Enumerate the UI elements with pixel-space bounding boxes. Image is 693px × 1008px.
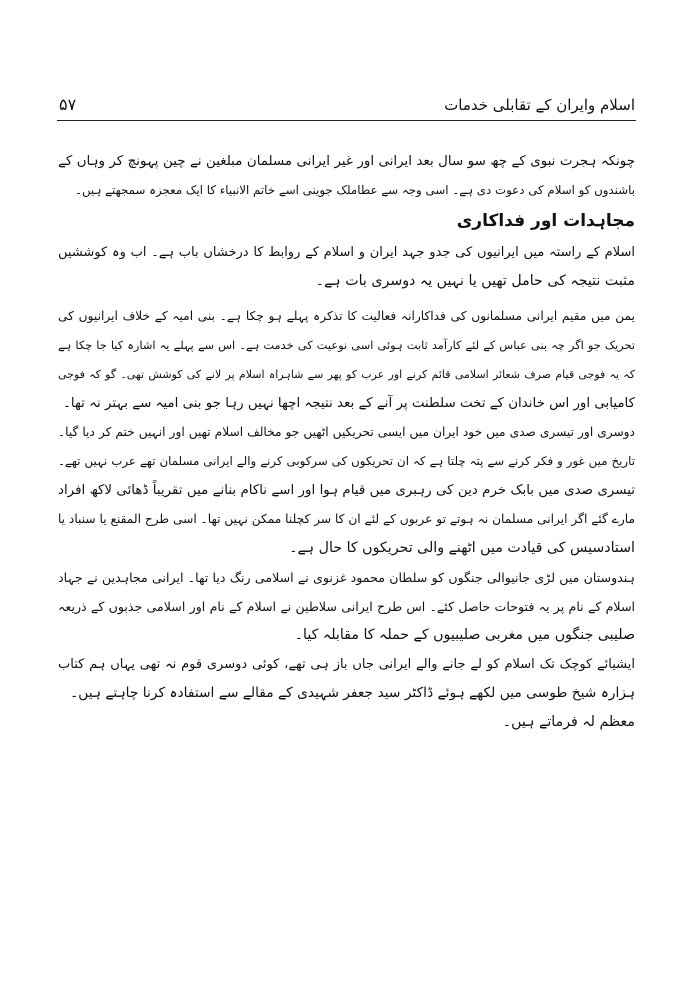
body-text (58, 147, 635, 737)
paragraph-china-preachers (58, 147, 635, 205)
text-line: مارے گئے اگر ایرانی مسلمان نہ ہوتے تو عربوں کے لئے ان کا سر کچلنا ممکن نہیں تھا۔ اسی طرح المقنع یا سنباد یا (58, 512, 635, 526)
paragraph-anti-islam-movements (58, 418, 635, 476)
text-line: تحریک جو اگر چہ بنی عباس کے لئے کارآمد ثابت ہوئی اسی نوعیت کی خدمت ہے۔ اس سے پہلے یہ اشارہ کیا جا چکا ہے (58, 338, 635, 352)
text-line: باشندوں کو اسلام کی دعوت دی ہے۔ اسی وجہ سے عطاملک جوینی اسے خاتم الانبیاء کا ایک معجزہ سمجھتے ہیں۔ (75, 183, 635, 197)
text-line: اسلام کے نام پر یہ فتوحات حاصل کئے۔ اس طرح ایرانی سلاطین نے اسلام کے نام اور اسلامی جذبوں کے ذریعہ (58, 599, 635, 614)
running-header-title: اسلام وایران کے تقابلی خدمات (444, 96, 635, 114)
page-number: ۵۷ (59, 95, 77, 114)
text-line: دوسری اور تیسری صدی میں خود ایران میں ایسی تحریکیں اٹھیں جو مخالف اسلام تھیں اور انہیں ختم کر دیا گیا۔ (58, 425, 635, 439)
section-heading: مجاہدات اور فداکاری (456, 211, 635, 231)
text-line: صلیبی جنگوں میں مغربی صلیبیوں کے حملہ کا مقابلہ کیا۔ (294, 627, 635, 643)
text-line: استادسیس کی قیادت میں اٹھنے والی تحریکوں کا حال ہے۔ (289, 540, 635, 556)
paragraph-babak (58, 476, 635, 563)
text-line: معظم لہ فرماتے ہیں۔ (502, 714, 635, 730)
text-line: ایشیائے کوچک تک اسلام کو لے جانے والے ایرانی جاں باز ہی تھے، کوئی دوسری قوم نہ تھی یہاں ہم کتاب (58, 657, 635, 672)
paragraph-asia-minor (58, 650, 635, 737)
text-line: مثبت نتیجہ کی حامل تھیں یا نہیں یہ دوسری بات ہے۔ (315, 273, 635, 289)
text-line: ہزارہ شیخ طوسی میں لکھے ہوئے ڈاکٹر سید جعفر شہیدی کے مقالے سے استفادہ کرنا چاہتے ہیں۔ (70, 685, 635, 701)
text-line: تاریخ میں غور و فکر کرنے سے پتہ چلتا ہے کہ ان تحریکوں کی سرکوبی کرنے والے ایرانی مسلمان تھے عرب نہیں تھے۔ (58, 454, 635, 468)
paragraph-struggle (58, 238, 635, 296)
paragraph-yemen (58, 302, 635, 418)
paragraph-india-crusades (58, 563, 635, 650)
text-line: ہندوستان میں لڑی جانیوالی جنگوں کو سلطان محمود غزنوی نے اسلامی رنگ دیا تھا۔ ایرانی مجاہدین نے جہاد (58, 570, 635, 585)
text-line: یمن میں مقیم ایرانی مسلمانوں کی فداکارانہ فعالیت کا تذکرہ پہلے ہو چکا ہے۔ بنی امیہ کے خلاف ایرانیوں کی (58, 309, 635, 323)
text-line: تیسری صدی میں بابک خرم دین کی رہبری میں قیام ہوا اور اسے ناکام بنانے میں تقریباً ڈھائی لاکھ افراد (58, 483, 635, 498)
header-divider (57, 120, 636, 121)
text-line: اسلام کے راستہ میں ایرانیوں کی جدو جہد ایران و اسلام کے روابط کا درخشاں باب ہے۔ اب وہ کوششیں (58, 245, 635, 260)
text-line: چونکہ ہجرت نبوی کے چھ سو سال بعد ایرانی اور غیر ایرانی مسلمان مبلغین نے چین پہونچ کر وہاں کے (58, 154, 635, 169)
text-line: کہ یہ فوجی قیام صرف شعائر اسلامی قائم کرنے اور عرب کو پھر سے شاہراہ اسلام پر لانے کی کوشش تھی۔ گو کہ فوجی (58, 368, 635, 381)
text-line: کامیابی اور اس خاندان کے تخت سلطنت پر آنے کے بعد نتیجہ اچھا نہیں رہا جو بنی امیہ سے بہتر نہ تھا۔ (63, 396, 635, 411)
